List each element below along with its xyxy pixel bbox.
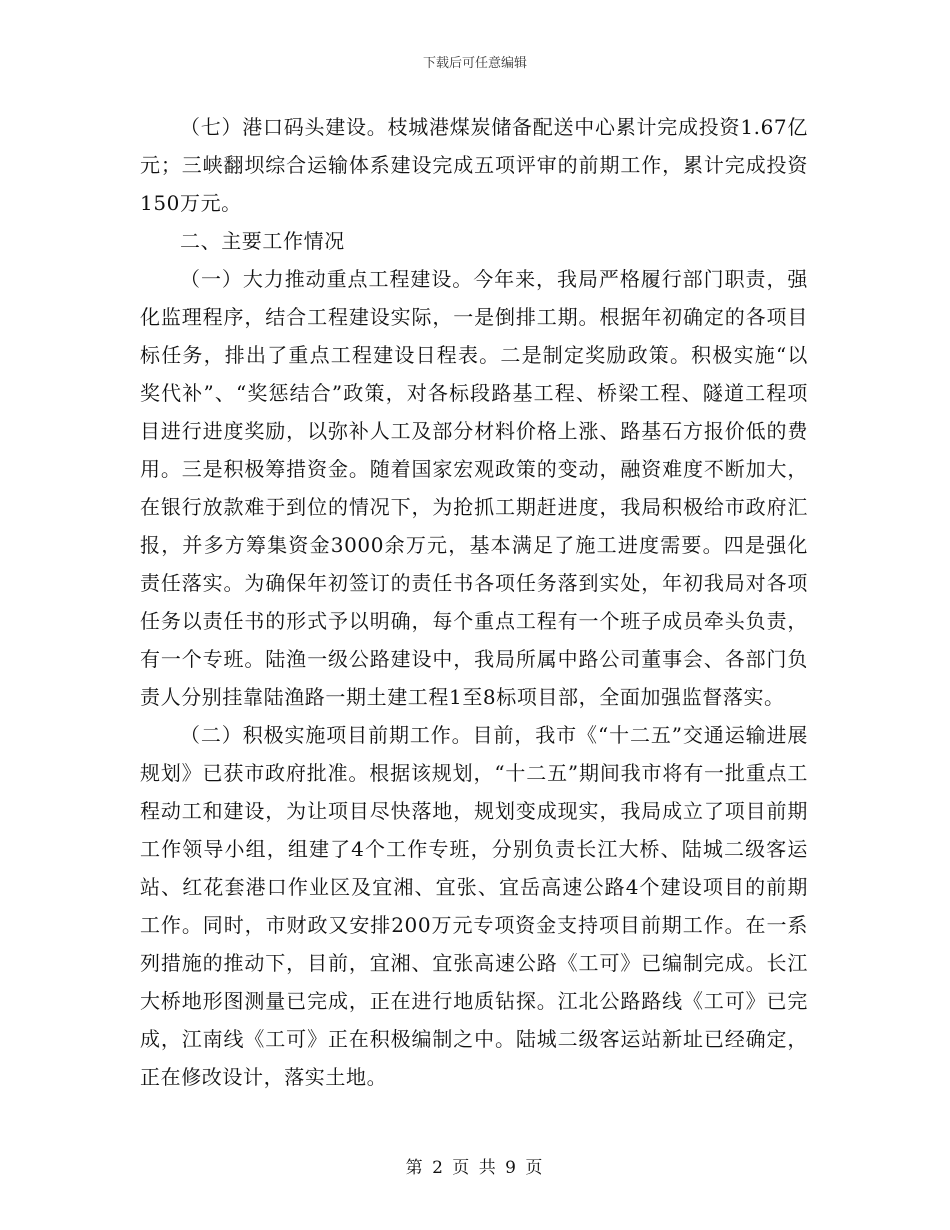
page-number: 第 2 页 共 9 页 xyxy=(405,1158,545,1178)
paragraph-key-projects: （一）大力推动重点工程建设。今年来，我局严格履行部门职责，强化监理程序，结合工程建设实际，一是倒排工期。根据年初确定的各项目标任务，排出了重点工程建设日程表。二是制定奖励政策。积极实施“以奖代补”、“奖惩结合”政策，对各标段路基工程、桥梁工程、隧道工程项目进行进度奖励，以弥补人工及部分材料价格上涨、路基石方报价低的费用。三是积极筹措资金。随着国家宏观政策的变动，融资难度不断加大，在银行放款难于到位的情况下，为抢抓工期赶进度，我局积极给市政府汇报，并多方筹集资金3000余万元，基本满足了施工进度需要。四是强化责任落实。为确保年初签订的责任书各项任务落到实处，年初我局对各项任务以责任书的形式予以明确，每个重点工程有一个班子成员牵头负责，有一个专班。陆渔一级公路建设中，我局所属中路公司董事会、各部门负责人分别挂靠陆渔路一期土建工程1至8标项目部，全面加强监督落实。 xyxy=(140,267,808,709)
section-heading-main-work: 二、主要工作情况 xyxy=(180,229,345,253)
page-header: 下载后可任意编辑 xyxy=(422,56,527,71)
paragraph-port-construction: （七）港口码头建设。枝城港煤炭储备配送中心累计完成投资1.67亿元；三峡翻坝综合运输体系建设完成五项评审的前期工作，累计完成投资150万元。 xyxy=(140,115,808,215)
document-body xyxy=(140,108,808,1096)
paragraph-preliminary-work: （二）积极实施项目前期工作。目前，我市《“十二五”交通运输进展规划》已获市政府批准。根据该规划，“十二五”期间我市将有一批重点工程动工和建设，为让项目尽快落地，规划变成现实，我局成立了项目前期工作领导小组，组建了4个工作专班，分别负责长江大桥、陆城二级客运站、红花套港口作业区及宜湘、宜张、宜岳高速公路4个建设项目的前期工作。同时，市财政又安排200万元专项资金支持项目前期工作。在一系列措施的推动下，目前，宜湘、宜张高速公路《工可》已编制完成。长江大桥地形图测量已完成，正在进行地质钻探。江北公路路线《工可》已完成，江南线《工可》正在积极编制之中。陆城二级客运站新址已经确定，正在修改设计，落实土地。 xyxy=(140,723,808,1089)
